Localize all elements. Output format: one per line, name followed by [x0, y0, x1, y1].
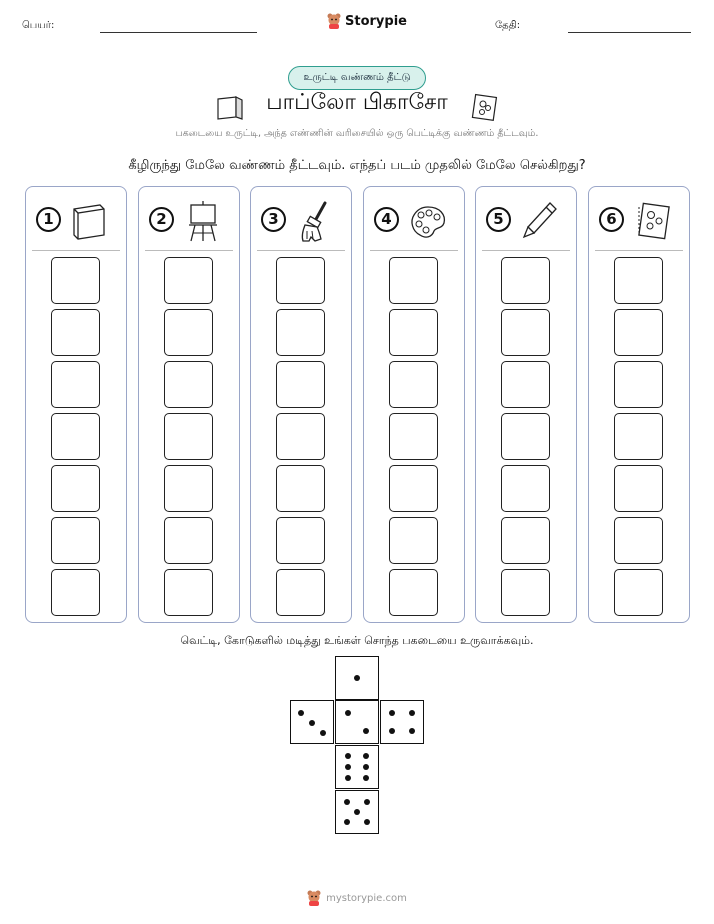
column-3 [250, 186, 352, 623]
color-box[interactable] [389, 257, 438, 304]
dice-face-3 [290, 700, 334, 744]
dice-pip [345, 753, 351, 759]
color-box[interactable] [501, 309, 550, 356]
color-box[interactable] [51, 309, 100, 356]
name-label: பெயர்: [22, 20, 55, 31]
column-number: 2 [149, 207, 174, 232]
dice-pip [345, 764, 351, 770]
column-number: 5 [486, 207, 511, 232]
color-box[interactable] [276, 309, 325, 356]
column-1 [25, 186, 127, 623]
dice-pip [363, 728, 369, 734]
color-box[interactable] [501, 569, 550, 616]
column-number: 3 [261, 207, 286, 232]
column-6 [588, 186, 690, 623]
column-divider [257, 250, 345, 251]
canvas-icon [70, 199, 110, 243]
color-box[interactable] [501, 517, 550, 564]
color-box[interactable] [614, 361, 663, 408]
sketchbook-icon [633, 199, 673, 243]
color-box[interactable] [389, 309, 438, 356]
dice-pip [389, 710, 395, 716]
page-title: பாப்லோ பிகாசோ [266, 90, 448, 115]
dice-pip [354, 809, 360, 815]
column-number: 6 [599, 207, 624, 232]
dice-pip [364, 819, 370, 825]
color-box[interactable] [501, 465, 550, 512]
color-box[interactable] [276, 361, 325, 408]
dice-face-5 [335, 790, 379, 834]
dice-pip [363, 775, 369, 781]
column-number: 1 [36, 207, 61, 232]
color-box[interactable] [389, 517, 438, 564]
color-box[interactable] [51, 413, 100, 460]
cut-instruction: வெட்டி, கோடுகளில் மடித்து உங்கள் சொந்த பகடையை உருவாக்கவும். [180, 634, 534, 647]
bear-logo-icon [307, 890, 321, 906]
date-label: தேதி: [495, 20, 521, 31]
color-box[interactable] [164, 569, 213, 616]
date-line [568, 32, 691, 33]
color-box[interactable] [164, 413, 213, 460]
column-divider [145, 250, 233, 251]
color-box[interactable] [51, 465, 100, 512]
dice-pip [320, 730, 326, 736]
footer [0, 890, 714, 906]
dice-net [290, 656, 424, 836]
dice-face-1 [335, 656, 379, 700]
column-2 [138, 186, 240, 623]
color-box[interactable] [501, 257, 550, 304]
footer-site[interactable]: mystorypie.com [326, 892, 407, 904]
instructions-subtitle: பகடையை உருட்டி, அந்த எண்ணின் வரிசையில் ஒரு பெட்டிக்கு வண்ணம் தீட்டவும். [175, 128, 539, 139]
paintbrush-icon [295, 199, 335, 243]
dice-pip [363, 753, 369, 759]
column-divider [370, 250, 458, 251]
dice-pip [309, 720, 315, 726]
color-box[interactable] [51, 517, 100, 564]
pencil-icon [520, 199, 560, 243]
dice-face-2 [335, 700, 379, 744]
dice-pip [344, 819, 350, 825]
color-box[interactable] [164, 465, 213, 512]
dice-pip [298, 710, 304, 716]
easel-icon [183, 199, 223, 243]
color-box[interactable] [614, 517, 663, 564]
dice-pip [389, 728, 395, 734]
color-box[interactable] [276, 413, 325, 460]
brand-name: Storypie [345, 13, 407, 29]
palette-icon [408, 199, 448, 243]
dice-pip [345, 710, 351, 716]
dice-pip [363, 764, 369, 770]
color-box[interactable] [164, 309, 213, 356]
question-text: கீழிருந்து மேலே வண்ணம் தீட்டவும். எந்தப் படம் முதலில் மேலே செல்கிறது? [128, 158, 586, 173]
color-box[interactable] [389, 569, 438, 616]
column-divider [595, 250, 683, 251]
dice-face-6 [335, 745, 379, 789]
dice-pip [345, 775, 351, 781]
column-number: 4 [374, 207, 399, 232]
color-box[interactable] [389, 465, 438, 512]
color-box[interactable] [614, 465, 663, 512]
color-box[interactable] [614, 569, 663, 616]
color-box[interactable] [276, 569, 325, 616]
color-box[interactable] [614, 257, 663, 304]
color-box[interactable] [276, 465, 325, 512]
column-5 [475, 186, 577, 623]
color-box[interactable] [389, 361, 438, 408]
column-divider [482, 250, 570, 251]
color-box[interactable] [501, 361, 550, 408]
dice-pip [344, 799, 350, 805]
sketchbook-icon [471, 93, 499, 121]
dice-pip [409, 728, 415, 734]
color-box[interactable] [614, 309, 663, 356]
color-box[interactable] [164, 257, 213, 304]
brand-logo [327, 13, 407, 29]
dice-face-4 [380, 700, 424, 744]
color-box[interactable] [51, 257, 100, 304]
name-line [100, 32, 257, 33]
color-box[interactable] [51, 569, 100, 616]
dice-pip [409, 710, 415, 716]
color-box[interactable] [164, 517, 213, 564]
color-box[interactable] [389, 413, 438, 460]
color-box[interactable] [51, 361, 100, 408]
color-box[interactable] [164, 361, 213, 408]
dice-pip [364, 799, 370, 805]
bear-logo-icon [327, 13, 341, 29]
activity-tag: உருட்டி வண்ணம் தீட்டு [288, 66, 426, 90]
dice-pip [354, 675, 360, 681]
color-box[interactable] [276, 517, 325, 564]
color-box[interactable] [501, 413, 550, 460]
column-divider [32, 250, 120, 251]
color-box[interactable] [614, 413, 663, 460]
color-box[interactable] [276, 257, 325, 304]
column-4 [363, 186, 465, 623]
